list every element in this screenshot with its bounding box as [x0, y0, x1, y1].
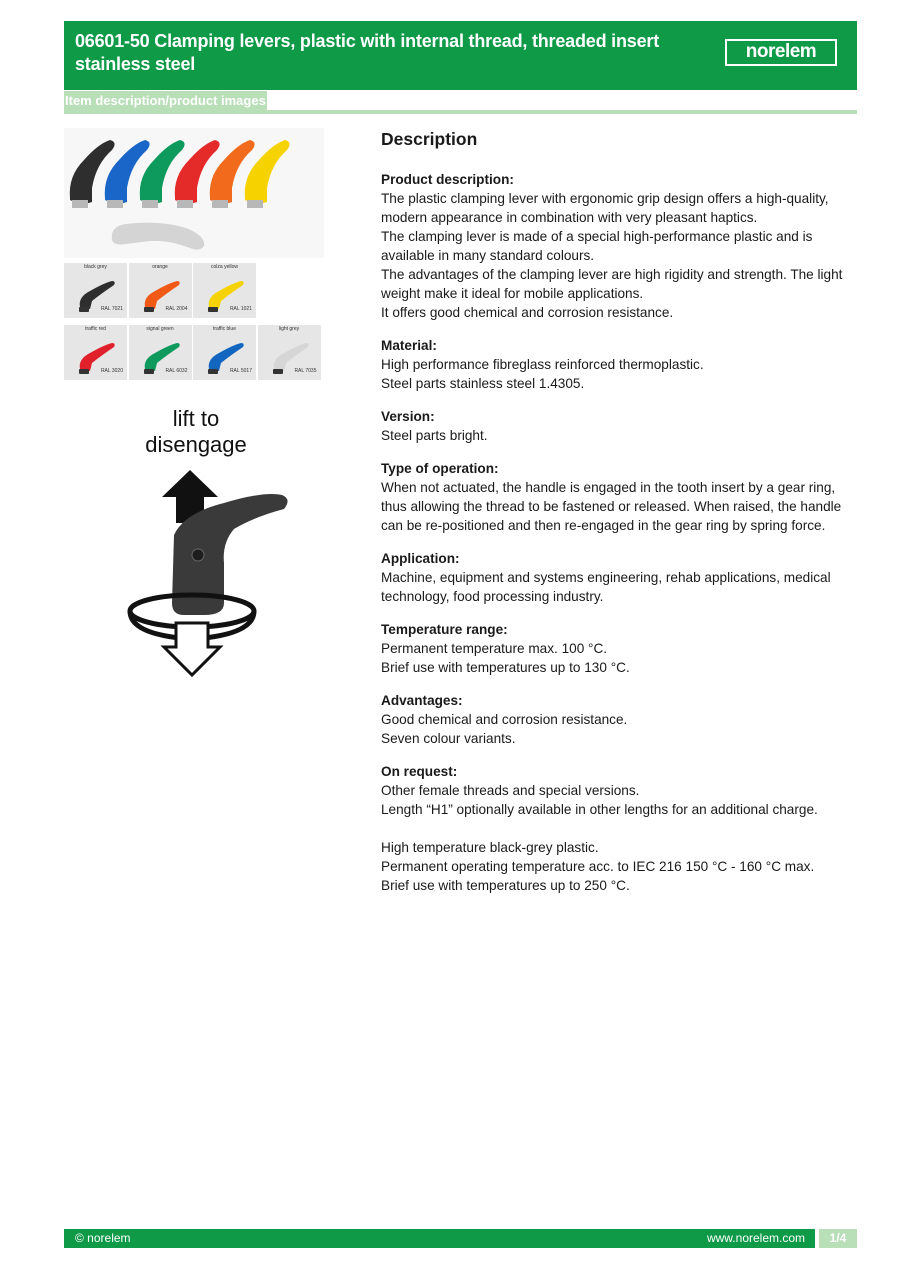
description-section [381, 459, 857, 535]
product-lever-group-image [64, 128, 324, 258]
section-text: Machine, equipment and systems engineering, rehab applications, medical technology, food processing industry. [381, 570, 831, 604]
lever-insert-2 [142, 200, 158, 208]
swatch-color-name: colza yellow [211, 264, 238, 270]
section-text: Brief use with temperatures up to 250 °C. [381, 878, 630, 893]
swatch-ral-code: RAL 7021 [100, 306, 123, 312]
lever-insert-0 [72, 200, 88, 208]
section-title: Advantages: [381, 693, 463, 708]
color-swatch [129, 263, 192, 318]
lift-label-line-2: disengage [145, 432, 247, 457]
section-title: Material: [381, 338, 437, 353]
lift-to-disengage-label [136, 406, 256, 458]
description-section [381, 762, 857, 895]
section-text: Brief use with temperatures up to 130 °C. [381, 660, 630, 675]
section-text: Good chemical and corrosion resistance. [381, 712, 628, 727]
lever-insert-1 [107, 200, 123, 208]
section-text: Length “H1” optionally available in other lengths for an additional charge. [381, 802, 818, 817]
swatch-ral-code: RAL 7035 [294, 368, 317, 374]
section-text: Steel parts bright. [381, 428, 488, 443]
section-text: Steel parts stainless steel 1.4305. [381, 376, 585, 391]
section-text: When not actuated, the handle is engaged in the tooth insert by a gear ring, thus allowing the thread to be fastened or released. When raised, the handle can be re-positioned and then re-engaged in the gear ring by spring force. [381, 480, 842, 533]
description-section [381, 691, 857, 748]
lever-insert-5 [247, 200, 263, 208]
description-section [381, 549, 857, 606]
lever-insert-4 [212, 200, 228, 208]
description-section [381, 620, 857, 677]
swatch-ral-code: RAL 2004 [165, 306, 188, 312]
swatch-color-name: orange [152, 264, 168, 270]
page-footer [64, 1229, 815, 1248]
color-swatch [64, 263, 127, 318]
section-text: The plastic clamping lever with ergonomic grip design offers a high-quality, modern appearance in combination with very pleasant haptics. [381, 191, 829, 225]
section-text: Other female threads and special versions. [381, 783, 640, 798]
section-text: The advantages of the clamping lever are high rigidity and strength. The light weight make it ideal for mobile applications. [381, 267, 843, 301]
description-section [381, 170, 857, 322]
lift-label-line-1: lift to [172, 406, 220, 431]
swatch-color-name: signal green [146, 326, 174, 332]
section-title: Type of operation: [381, 461, 499, 476]
color-swatch-row-1 [64, 263, 324, 319]
section-title: Temperature range: [381, 622, 508, 637]
description-heading: Description [381, 129, 478, 149]
section-text: High performance fibreglass reinforced thermoplastic. [381, 357, 704, 372]
down-arrow-icon [164, 623, 220, 675]
section-title: On request: [381, 764, 458, 779]
section-text: The clamping lever is made of a special high-performance plastic and is available in many standard colours. [381, 229, 813, 263]
section-text: Permanent operating temperature acc. to IEC 216 150 °C - 160 °C max. [381, 859, 815, 874]
description-panel [381, 127, 857, 909]
swatch-ral-code: RAL 5017 [229, 368, 252, 374]
paragraph-gap [381, 819, 857, 838]
lever-screw [192, 549, 204, 561]
section-text: Permanent temperature max. 100 °C. [381, 641, 608, 656]
swatch-color-name: black grey [84, 264, 107, 270]
color-swatch-row-2 [64, 325, 324, 381]
color-swatch [193, 263, 256, 318]
section-tab-label: Item description/product images [64, 91, 267, 111]
swatch-color-name: traffic red [85, 326, 106, 332]
section-text: Seven colour variants. [381, 731, 516, 746]
operation-diagram [114, 463, 294, 683]
section-title: Product description: [381, 172, 514, 187]
page-title: 06601-50 Clamping levers, plastic with internal thread, threaded insert stainless steel [75, 31, 660, 74]
swatch-color-name: traffic blue [213, 326, 236, 332]
norelem-logo: norelem [725, 39, 837, 66]
description-section [381, 407, 857, 445]
section-title: Version: [381, 409, 435, 424]
section-text: It offers good chemical and corrosion resistance. [381, 305, 674, 320]
color-swatch [193, 325, 256, 380]
swatch-ral-code: RAL 6032 [165, 368, 188, 374]
color-swatch [64, 325, 127, 380]
swatch-ral-code: RAL 3020 [100, 368, 123, 374]
description-section [381, 336, 857, 393]
footer-copyright: © norelem [75, 1231, 131, 1245]
page-header [64, 21, 857, 90]
section-title: Application: [381, 551, 460, 566]
section-text: High temperature black-grey plastic. [381, 840, 599, 855]
swatch-color-name: light grey [278, 326, 300, 332]
color-swatch [258, 325, 321, 380]
footer-website-link[interactable]: www.norelem.com [706, 1231, 805, 1245]
color-swatch [129, 325, 192, 380]
lever-insert-3 [177, 200, 193, 208]
page-number: 1/4 [819, 1229, 857, 1248]
swatch-ral-code: RAL 1021 [229, 306, 252, 312]
